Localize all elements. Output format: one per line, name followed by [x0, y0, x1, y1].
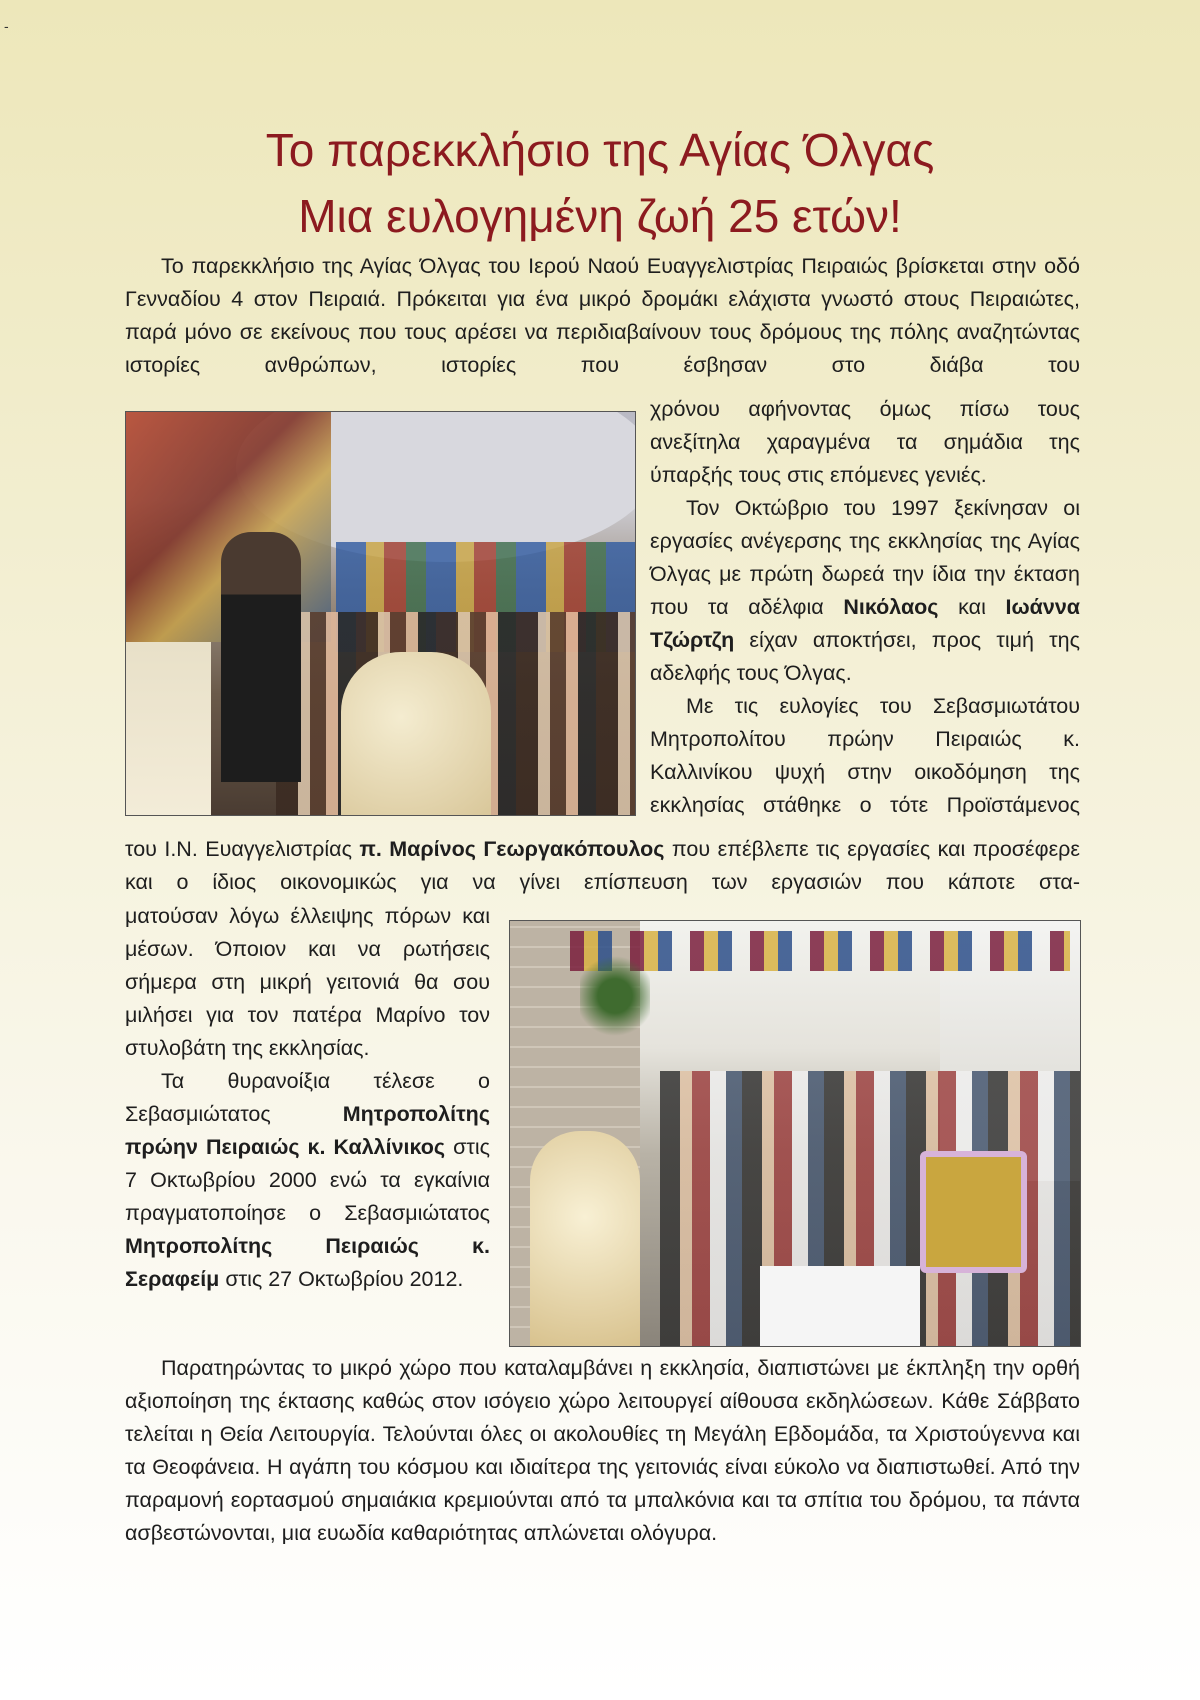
name-serafeim: Μητροπολίτης Πειραιώς κ. Σεραφείμ — [125, 1234, 490, 1291]
paragraph-3-start: Με τις ευλογίες του Σεβασμιωτάτου Μητροπολίτου πρώην Πειραιώς κ. Καλλινίκου ψυχή στην οικοδόμηση της εκκλησίας στάθηκε ο τότε Προϊστάμενος — [650, 694, 1080, 817]
p4-text-c: στις 7 Οκτωβρίου 2000 ενώ τα εγκαίνια πραγματοποίησε ο Σεβασμιώτατος — [125, 1135, 491, 1225]
photo-priest-right — [341, 652, 491, 815]
p2-text-a: Τον Οκτώβριο του 1997 ξεκίνησαν οι εργασίες ανέγερσης της εκκλησίας της Αγίας Όλγας με πρώτη δωρεά την ίδια την έκταση που τα αδέλφια — [650, 496, 1080, 619]
page-mark: - — [4, 18, 9, 34]
p3-text-b: του Ι.Ν. Ευαγγελιστρίας — [125, 837, 360, 861]
street-procession-photo — [509, 920, 1081, 1347]
photo-bishop — [221, 532, 301, 782]
right-column-block — [650, 393, 1080, 822]
p3-text-c: που επέβλεπε τις εργασίες και προσέφερε και ο ίδιος οικονομικώς για να γίνει επίσπευση των εργασιών που κάποτε στα- — [125, 837, 1080, 894]
photo-palm — [580, 951, 650, 1041]
p2-text-c: και — [938, 595, 1006, 619]
p4-text-a: Τα θυρανοίξια τέλεσε ο Σεβασμιώτατος — [125, 1069, 490, 1126]
name-ioanna-tzortzi: Ιωάννα Τζώρτζη — [650, 595, 1081, 652]
intro-block — [125, 250, 1080, 382]
paragraph-1: Το παρεκκλήσιο της Αγίας Όλγας του Ιερού Ναού Ευαγγελιστρίας Πειραιώς βρίσκεται στην οδό Γενναδίου 4 στον Πειραιά. Πρόκειται για ένα μικρό δρομάκι ελάχιστα γνωστό στους Πειραιώτες, παρά μόνο σε εκείνους που τους αρέσει να περιδιαβαίνουν τους δρόμους της πόλης αναζητώντας ιστορίες ανθρώπων, ιστορίες που έσβησαν στο διάβα του — [125, 254, 1080, 377]
left-column-block — [125, 900, 490, 1296]
closing-block — [125, 1352, 1080, 1550]
paragraph-3-middle — [125, 833, 1080, 899]
paragraph-1-continued: χρόνου αφήνοντας όμως πίσω τους ανεξίτηλα χαραγμένα τα σημάδια της ύπαρξής τους στις επόμενες γενιές. — [650, 397, 1080, 487]
paragraph-4 — [125, 1065, 490, 1296]
paragraph-2 — [650, 492, 1080, 690]
photo-priest — [530, 1131, 640, 1346]
photo-table — [760, 1266, 920, 1346]
full-width-block — [125, 833, 1080, 899]
p4-text-d: στις 27 Οκτωβρίου 2012. — [219, 1267, 464, 1291]
paragraph-3-end: ματούσαν λόγω έλλειψης πόρων και μέσων. Όποιον και να ρωτήσεις σήμερα στη μικρή γειτονιά θα σου μιλήσει για τον πατέρα Μαρίνο τον στυλοβάτη της εκκλησίας. — [125, 904, 490, 1060]
name-kallinikos: Μητροπολίτης πρώην Πειραιώς κ. Καλλίνικος — [125, 1102, 490, 1159]
chapel-interior-photo — [125, 411, 636, 816]
p2-text-d: είχαν αποκτήσει, προς τιμή της αδελφής τους Όλγας. — [650, 628, 1080, 685]
title-line-1: Το παρεκκλήσιο της Αγίας Όλγας — [265, 124, 935, 176]
name-marinos-georgakopoulos: π. Μαρίνος Γεωργακόπουλος — [359, 837, 665, 861]
photo-priest-left — [126, 642, 211, 815]
paragraph-5: Παρατηρώντας το μικρό χώρο που καταλαμβάνει η εκκλησία, διαπιστώνει με έκπληξη την ορθή αξιοποίηση της έκτασης καθώς στον ισόγειο χώρο λειτουργεί αίθουσα εκδηλώσεων. Κάθε Σάββατο τελείται η Θεία Λειτουργία. Τελούνται όλες οι ακολουθίες τη Μεγάλη Εβδομάδα, τα Χριστούγεννα και τα Θεοφάνεια. Η αγάπη του κόσμου και ιδιαίτερα της γειτονιάς είναι εύκολο να διαπιστωθεί. Από την παραμονή εορτασμού σημαιάκια κρεμιούνται από τα μπαλκόνια και τα σπίτια του δρόμου, τα πάντα ασβεστώνονται, μια ευωδία καθαριότητας απλώνεται ολόγυρα. — [125, 1356, 1080, 1545]
title-line-2: Μια ευλογημένη ζωή 25 ετών! — [298, 190, 902, 242]
article-title — [0, 117, 1200, 249]
name-nikolaos: Νικόλαος — [843, 595, 939, 619]
photo-icon-of-saint — [920, 1151, 1027, 1273]
